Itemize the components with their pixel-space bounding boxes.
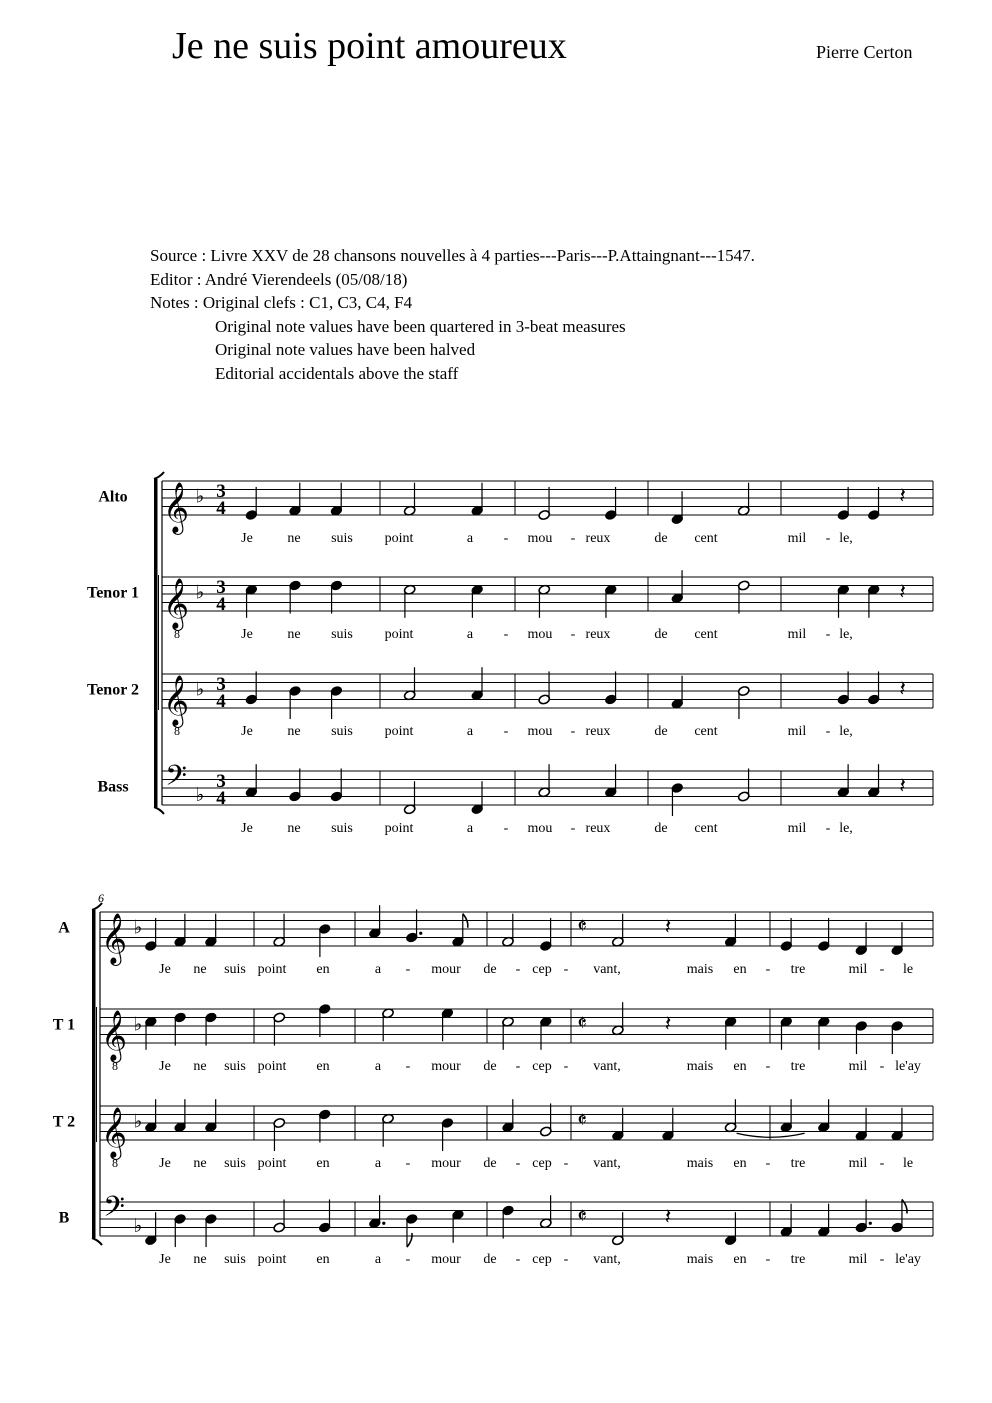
lyric-syllable: - — [503, 627, 509, 642]
lyric-syllable: en — [733, 1156, 747, 1171]
lyric-syllable: a — [466, 531, 474, 546]
lyric-syllable: mil — [787, 724, 807, 739]
lyric-syllable: a — [374, 1252, 382, 1267]
lyric-syllable: - — [570, 627, 576, 642]
lyric-syllable: - — [825, 531, 831, 546]
lyric-syllable: en — [316, 962, 330, 977]
lyric-syllable: suis — [331, 821, 353, 836]
lyric-syllable: de — [483, 1156, 497, 1171]
lyric-syllable: Je — [159, 1156, 171, 1171]
lyric-syllable: a — [374, 962, 382, 977]
lyric-syllable: de — [483, 962, 497, 977]
lyric-syllable: mais — [686, 962, 714, 977]
source-note: Source : Livre XXV de 28 chansons nouvelles à 4 parties---Paris---P.Attaingnant---1547. — [150, 246, 755, 265]
lyric-syllable: cent — [694, 531, 718, 546]
key-signature-flat: ♭ — [195, 784, 205, 806]
lyric-syllable: vant, — [593, 1059, 621, 1074]
lyric-syllable: cep — [532, 1059, 552, 1074]
lyric-syllable: de — [483, 1059, 497, 1074]
lyric-syllable: mil — [787, 531, 807, 546]
quarter-rest: 𝄽 — [899, 484, 906, 510]
lyric-syllable: point — [257, 962, 287, 977]
common-cut-time: 𝄵 — [577, 914, 587, 940]
time-signature-top: 3 — [216, 481, 226, 503]
lyric-syllable: point — [257, 1059, 287, 1074]
lyric-syllable: en — [316, 1156, 330, 1171]
treble-clef: 𝄞 — [100, 1010, 128, 1061]
lyric-syllable: - — [765, 1059, 771, 1074]
lyric-syllable: - — [825, 821, 831, 836]
composer-name: Pierre Certon — [816, 42, 913, 62]
octave-eight: 8 — [112, 1156, 118, 1170]
lyric-syllable: point — [384, 531, 414, 546]
system-bracket — [154, 479, 158, 807]
lyric-syllable: en — [733, 962, 747, 977]
measure-number: 6 — [98, 891, 104, 905]
lyric-syllable: ne — [193, 962, 207, 977]
lyric-syllable: - — [765, 962, 771, 977]
lyric-syllable: Je — [241, 531, 253, 546]
lyric-syllable: - — [570, 724, 576, 739]
lyric-syllable: Je — [159, 962, 171, 977]
lyric-syllable: mil — [787, 821, 807, 836]
lyric-syllable: - — [879, 1156, 885, 1171]
time-signature-bottom: 4 — [216, 788, 226, 810]
octave-eight: 8 — [112, 1059, 118, 1073]
lyric-syllable: - — [765, 1252, 771, 1267]
quarter-rest: 𝄽 — [899, 580, 906, 606]
quarter-rest: 𝄽 — [664, 1012, 672, 1038]
clefs-note: Notes : Original clefs : C1, C3, C4, F4 — [150, 293, 413, 313]
editorial-accidentals-note: Editorial accidentals above the staff — [215, 363, 459, 383]
lyric-syllable: ne — [287, 531, 301, 546]
lyric-syllable: mais — [686, 1059, 714, 1074]
lyric-syllable: cent — [694, 627, 718, 642]
lyric-syllable: mour — [431, 1156, 461, 1171]
voice-label: Bass — [97, 778, 129, 796]
bracket-hook-bottom — [92, 1238, 102, 1245]
lyric-syllable: a — [374, 1156, 382, 1171]
lyric-syllable: - — [503, 531, 509, 546]
lyric-syllable: - — [765, 1156, 771, 1171]
treble-clef: 𝄞 — [162, 482, 190, 533]
quarter-rest: 𝄽 — [899, 677, 906, 703]
note-values-halved: Original note values have been halved — [215, 340, 476, 360]
voice-label: T 2 — [52, 1113, 76, 1131]
lyric-syllable: mais — [686, 1156, 714, 1171]
lyric-syllable: cep — [532, 1252, 552, 1267]
lyric-syllable: le, — [839, 821, 853, 836]
tie — [737, 1133, 805, 1137]
lyric-syllable: le — [902, 1156, 914, 1171]
lyric-syllable: - — [825, 724, 831, 739]
lyric-syllable: ne — [193, 1059, 207, 1074]
voice-label: A — [58, 919, 70, 937]
lyric-syllable: mil — [848, 962, 868, 977]
voice-label: Alto — [98, 488, 128, 506]
lyric-syllable: le, — [839, 531, 853, 546]
lyric-syllable: - — [563, 1059, 569, 1074]
lyric-syllable: - — [570, 821, 576, 836]
voice-label: B — [58, 1209, 70, 1227]
bracket-hook-top — [154, 472, 164, 479]
key-signature-flat: ♭ — [133, 1215, 143, 1237]
quarter-rest: 𝄽 — [664, 1205, 672, 1231]
voice-label: Tenor 1 — [86, 584, 140, 602]
voice-label: Tenor 2 — [86, 681, 140, 699]
lyric-syllable: reux — [585, 724, 611, 739]
augmentation-dot — [419, 932, 422, 935]
lyric-syllable: - — [825, 627, 831, 642]
lyric-syllable: cep — [532, 962, 552, 977]
lyric-syllable: suis — [331, 627, 353, 642]
lyric-syllable: point — [384, 627, 414, 642]
lyric-syllable: le — [902, 962, 914, 977]
lyric-syllable: mil — [848, 1156, 868, 1171]
lyric-syllable: le, — [839, 627, 853, 642]
treble-clef: 𝄞 — [162, 675, 190, 726]
time-signature-bottom: 4 — [216, 691, 226, 713]
time-signature-top: 3 — [216, 674, 226, 696]
lyric-syllable: Je — [241, 821, 253, 836]
key-signature-flat: ♭ — [133, 1013, 143, 1036]
lyric-syllable: de — [654, 627, 668, 642]
lyric-syllable: vant, — [593, 1156, 621, 1171]
key-signature-flat: ♭ — [133, 916, 143, 939]
editor-note: Editor : André Vierendeels (05/08/18) — [150, 269, 408, 289]
lyric-syllable: mou — [527, 724, 553, 739]
lyric-syllable: mour — [431, 1252, 461, 1267]
lyric-syllable: - — [570, 531, 576, 546]
lyric-syllable: reux — [585, 821, 611, 836]
lyric-syllable: - — [515, 1059, 521, 1074]
piece-title: Je ne suis point amoureux — [172, 25, 567, 67]
lyric-syllable: reux — [585, 627, 611, 642]
lyric-syllable: - — [405, 962, 411, 977]
lyric-syllable: le'ay — [895, 1252, 921, 1267]
augmentation-dot — [869, 1222, 872, 1225]
lyric-syllable: a — [466, 724, 474, 739]
lyric-syllable: a — [466, 627, 474, 642]
lyric-syllable: mou — [527, 531, 553, 546]
quarter-rest: 𝄽 — [899, 774, 906, 800]
voice-label: T 1 — [52, 1016, 76, 1034]
lyric-syllable: en — [733, 1059, 747, 1074]
lyric-syllable: cent — [694, 821, 718, 836]
lyric-syllable: ne — [287, 724, 301, 739]
time-signature-bottom: 4 — [216, 594, 226, 616]
lyric-syllable: mour — [431, 1059, 461, 1074]
lyric-syllable: - — [405, 1156, 411, 1171]
lyric-syllable: ne — [193, 1156, 207, 1171]
lyric-syllable: - — [515, 1156, 521, 1171]
time-signature-bottom: 4 — [216, 498, 226, 520]
lyric-syllable: - — [515, 962, 521, 977]
lyric-syllable: suis — [224, 1252, 246, 1267]
octave-eight: 8 — [174, 724, 180, 738]
lyric-syllable: tre — [790, 1156, 806, 1171]
lyric-syllable: - — [563, 1156, 569, 1171]
lyric-syllable: Je — [159, 1252, 171, 1267]
lyric-syllable: tre — [790, 1252, 806, 1267]
time-signature-top: 3 — [216, 771, 226, 793]
lyric-syllable: suis — [224, 1156, 246, 1171]
eighth-flag — [407, 1233, 412, 1247]
lyric-syllable: mour — [431, 962, 461, 977]
lyric-syllable: suis — [224, 962, 246, 977]
key-signature-flat: ♭ — [195, 581, 205, 604]
common-cut-time: 𝄵 — [577, 1108, 587, 1134]
treble-clef: 𝄞 — [100, 913, 128, 964]
lyric-syllable: - — [503, 821, 509, 836]
key-signature-flat: ♭ — [133, 1110, 143, 1133]
quarter-rest: 𝄽 — [664, 915, 672, 941]
lyric-syllable: - — [563, 962, 569, 977]
lyric-syllable: ne — [287, 627, 301, 642]
augmentation-dot — [382, 1222, 385, 1225]
lyric-syllable: a — [374, 1059, 382, 1074]
lyric-syllable: point — [257, 1252, 287, 1267]
lyric-syllable: tre — [790, 962, 806, 977]
bass-clef: 𝄢 — [165, 759, 187, 800]
lyric-syllable: - — [879, 1252, 885, 1267]
bass-clef: 𝄢 — [103, 1190, 125, 1231]
system-bracket — [92, 910, 96, 1238]
time-signature-top: 3 — [216, 577, 226, 599]
lyric-syllable: mou — [527, 627, 553, 642]
lyric-syllable: mil — [848, 1059, 868, 1074]
lyric-syllable: - — [405, 1059, 411, 1074]
lyric-syllable: tre — [790, 1059, 806, 1074]
octave-eight: 8 — [174, 627, 180, 641]
lyric-syllable: a — [466, 821, 474, 836]
lyric-syllable: le'ay — [895, 1059, 921, 1074]
lyric-syllable: - — [879, 962, 885, 977]
lyric-syllable: de — [483, 1252, 497, 1267]
lyric-syllable: ne — [287, 821, 301, 836]
lyric-syllable: point — [384, 821, 414, 836]
lyric-syllable: Je — [241, 627, 253, 642]
lyric-syllable: suis — [331, 724, 353, 739]
lyric-syllable: vant, — [593, 1252, 621, 1267]
treble-clef: 𝄞 — [162, 578, 190, 629]
lyric-syllable: - — [503, 724, 509, 739]
lyric-syllable: - — [405, 1252, 411, 1267]
lyric-syllable: point — [257, 1156, 287, 1171]
lyric-syllable: cep — [532, 1156, 552, 1171]
lyric-syllable: - — [563, 1252, 569, 1267]
lyric-syllable: mou — [527, 821, 553, 836]
lyric-syllable: mais — [686, 1252, 714, 1267]
lyric-syllable: le, — [839, 724, 853, 739]
lyric-syllable: en — [316, 1059, 330, 1074]
lyric-syllable: de — [654, 724, 668, 739]
note-values-quartered: Original note values have been quartered in 3-beat measures — [215, 316, 626, 336]
lyric-syllable: ne — [193, 1252, 207, 1267]
lyric-syllable: reux — [585, 531, 611, 546]
lyric-syllable: vant, — [593, 962, 621, 977]
lyric-syllable: de — [654, 821, 668, 836]
lyric-syllable: suis — [331, 531, 353, 546]
lyric-syllable: Je — [159, 1059, 171, 1074]
lyric-syllable: cent — [694, 724, 718, 739]
common-cut-time: 𝄵 — [577, 1011, 587, 1037]
lyric-syllable: de — [654, 531, 668, 546]
treble-clef: 𝄞 — [100, 1107, 128, 1158]
lyric-syllable: mil — [787, 627, 807, 642]
key-signature-flat: ♭ — [195, 678, 205, 701]
key-signature-flat: ♭ — [195, 485, 205, 508]
common-cut-time: 𝄵 — [577, 1204, 587, 1230]
lyric-syllable: - — [879, 1059, 885, 1074]
lyric-syllable: en — [733, 1252, 747, 1267]
lyric-syllable: - — [515, 1252, 521, 1267]
lyric-syllable: suis — [224, 1059, 246, 1074]
lyric-syllable: Je — [241, 724, 253, 739]
bracket-hook-bottom — [154, 807, 164, 814]
lyric-syllable: en — [316, 1252, 330, 1267]
lyric-syllable: mil — [848, 1252, 868, 1267]
lyric-syllable: point — [384, 724, 414, 739]
